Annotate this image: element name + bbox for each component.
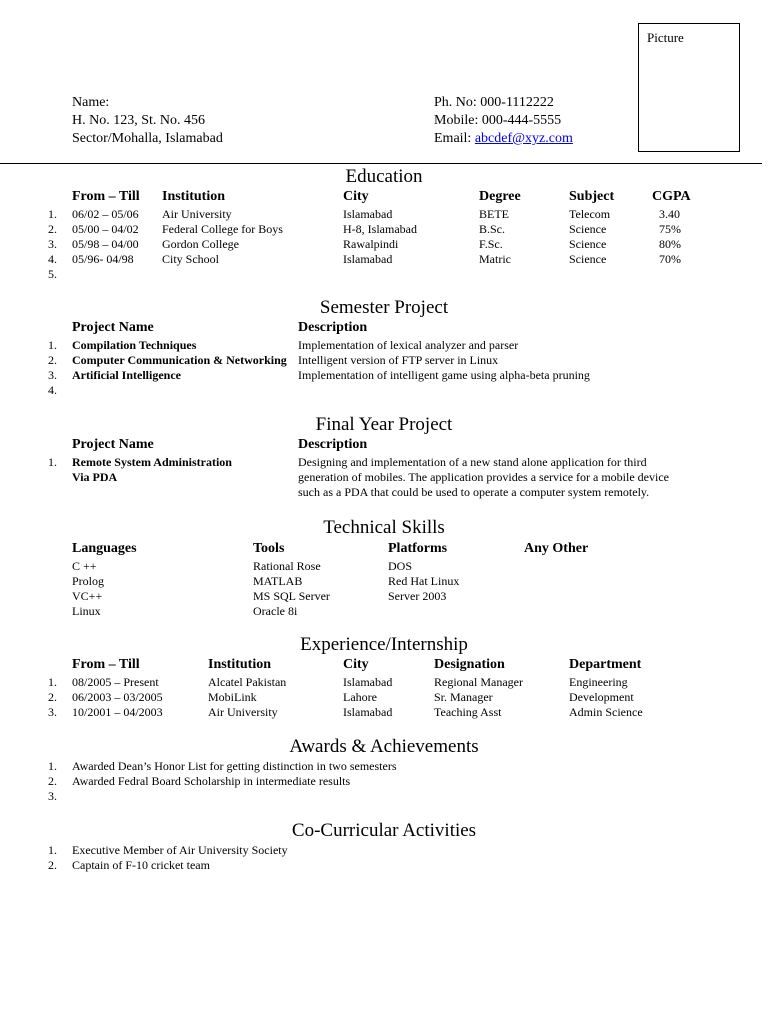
contact-left <box>72 94 223 148</box>
table-cell: Admin Science <box>569 705 643 719</box>
table-cell: 3.40 <box>659 207 680 221</box>
activity-item: Executive Member of Air University Society <box>72 843 288 857</box>
name-line: Name: <box>72 95 110 110</box>
phone-line: Ph. No: 000-1112222 <box>434 95 554 110</box>
table-cell: 06/2003 – 03/2005 <box>72 690 163 704</box>
project-name: Compilation Techniques <box>72 338 197 352</box>
award-item: Awarded Fedral Board Scholarship in intermediate results <box>72 774 351 788</box>
skill-tool: Oracle 8i <box>253 604 298 618</box>
table-cell: Science <box>569 237 607 251</box>
list-number: 3. <box>48 237 57 251</box>
contact-right <box>434 94 573 148</box>
list-number: 1. <box>48 843 57 857</box>
skill-language: Prolog <box>72 574 105 588</box>
table-cell: F.Sc. <box>479 237 503 251</box>
semester-col-description: Description <box>298 320 368 335</box>
table-cell: Teaching Asst <box>434 705 502 719</box>
exp-col-designation: Designation <box>434 657 505 672</box>
table-cell: City School <box>162 252 220 266</box>
awards-title: Awards & Achievements <box>289 736 479 757</box>
table-cell: 06/02 – 05/06 <box>72 207 139 221</box>
project-description: Implementation of intelligent game using alpha-beta pruning <box>298 368 590 382</box>
table-cell: Science <box>569 222 607 236</box>
project-description: Implementation of lexical analyzer and parser <box>298 338 519 352</box>
final-year-project-title: Final Year Project <box>315 414 453 435</box>
fyp-name-line-2: Via PDA <box>72 470 118 484</box>
skills-col-platforms: Platforms <box>388 541 448 556</box>
picture-label: Picture <box>647 30 684 45</box>
list-number: 1. <box>48 207 57 221</box>
table-cell: Matric <box>479 252 511 266</box>
list-number: 4. <box>48 252 57 266</box>
table-cell: 05/96- 04/98 <box>72 252 134 266</box>
table-cell: Lahore <box>343 690 377 704</box>
skill-tool: MS SQL Server <box>253 589 330 603</box>
email-label: Email: <box>434 131 475 146</box>
exp-col-from-till: From – Till <box>72 657 140 672</box>
list-number: 1. <box>48 338 57 352</box>
list-number: 2. <box>48 858 57 872</box>
exp-col-department: Department <box>569 657 642 672</box>
fyp-desc-line-3: such as a PDA that could be used to operate a computer system remotely. <box>298 485 650 499</box>
address-line-2: Sector/Mohalla, Islamabad <box>72 131 223 146</box>
list-number: 2. <box>48 222 57 236</box>
education-col-degree: Degree <box>479 189 521 204</box>
table-cell: B.Sc. <box>479 222 506 236</box>
list-number: 3. <box>48 368 57 382</box>
email-line <box>434 130 573 148</box>
skill-language: VC++ <box>72 589 103 603</box>
semester-col-project-name: Project Name <box>72 320 154 335</box>
education-col-institution: Institution <box>162 189 226 204</box>
skill-platform: DOS <box>388 559 413 573</box>
list-number: 2. <box>48 774 57 788</box>
project-description: Intelligent version of FTP server in Linux <box>298 353 499 367</box>
exp-col-institution: Institution <box>208 657 272 672</box>
list-number: 1. <box>48 675 57 689</box>
education-col-city: City <box>343 189 369 204</box>
list-number: 3. <box>48 789 57 803</box>
table-cell: Science <box>569 252 607 266</box>
skill-language: C ++ <box>72 559 97 573</box>
award-item: Awarded Dean’s Honor List for getting distinction in two semesters <box>72 759 397 773</box>
list-number: 3. <box>48 705 57 719</box>
education-col-subject: Subject <box>569 189 615 204</box>
table-cell: Air University <box>208 705 278 719</box>
table-cell: Islamabad <box>343 252 393 266</box>
skill-platform: Red Hat Linux <box>388 574 460 588</box>
table-cell: BETE <box>479 207 509 221</box>
skills-col-any-other: Any Other <box>524 541 589 556</box>
list-number: 4. <box>48 383 57 397</box>
activity-item: Captain of F-10 cricket team <box>72 858 210 872</box>
email-link[interactable]: abcdef@xyz.com <box>474 131 573 146</box>
education-col-cgpa: CGPA <box>652 189 691 204</box>
list-number: 2. <box>48 353 57 367</box>
table-cell: H-8, Islamabad <box>343 222 417 236</box>
table-cell: Engineering <box>569 675 628 689</box>
experience-title: Experience/Internship <box>300 634 468 655</box>
table-cell: Regional Manager <box>434 675 523 689</box>
fyp-desc-line-1: Designing and implementation of a new stand alone application for third <box>298 455 647 469</box>
table-cell: 75% <box>659 222 681 236</box>
table-cell: 08/2005 – Present <box>72 675 159 689</box>
table-cell: Gordon College <box>162 237 239 251</box>
skill-platform: Server 2003 <box>388 589 447 603</box>
table-cell: Islamabad <box>343 675 393 689</box>
list-number: 1. <box>48 759 57 773</box>
table-cell: Air University <box>162 207 232 221</box>
project-name: Artificial Intelligence <box>72 368 181 382</box>
table-cell: 05/98 – 04/00 <box>72 237 139 251</box>
exp-col-city: City <box>343 657 369 672</box>
mobile-line: Mobile: 000-444-5555 <box>434 113 562 128</box>
semester-project-title: Semester Project <box>319 297 449 318</box>
address-line-1: H. No. 123, St. No. 456 <box>72 113 206 128</box>
skill-tool: Rational Rose <box>253 559 321 573</box>
skills-col-languages: Languages <box>72 541 137 556</box>
technical-skills-title: Technical Skills <box>323 517 445 538</box>
skill-tool: MATLAB <box>253 574 303 588</box>
fyp-desc-line-2: generation of mobiles. The application provides a service for a mobile device <box>298 470 669 484</box>
co-curricular-title: Co-Curricular Activities <box>291 820 477 841</box>
table-cell: 10/2001 – 04/2003 <box>72 705 163 719</box>
table-cell: Alcatel Pakistan <box>208 675 287 689</box>
table-cell: 05/00 – 04/02 <box>72 222 139 236</box>
table-cell: Sr. Manager <box>434 690 493 704</box>
skills-col-tools: Tools <box>253 541 285 556</box>
table-cell: MobiLink <box>208 690 257 704</box>
header-divider <box>0 163 762 164</box>
table-cell: Islamabad <box>343 207 393 221</box>
list-number: 5. <box>48 267 57 281</box>
skill-language: Linux <box>72 604 101 618</box>
fyp-col-project-name: Project Name <box>72 437 154 452</box>
table-cell: 70% <box>659 252 681 266</box>
education-col-from-till: From – Till <box>72 189 140 204</box>
table-cell: Rawalpindi <box>343 237 399 251</box>
list-number: 1. <box>48 455 57 469</box>
table-cell: Development <box>569 690 634 704</box>
project-name: Computer Communication & Networking <box>72 353 287 367</box>
fyp-col-description: Description <box>298 437 368 452</box>
table-cell: 80% <box>659 237 681 251</box>
list-number: 2. <box>48 690 57 704</box>
education-title: Education <box>345 166 423 187</box>
table-cell: Federal College for Boys <box>162 222 283 236</box>
table-cell: Telecom <box>569 207 611 221</box>
table-cell: Islamabad <box>343 705 393 719</box>
fyp-name-line-1: Remote System Administration <box>72 455 232 469</box>
